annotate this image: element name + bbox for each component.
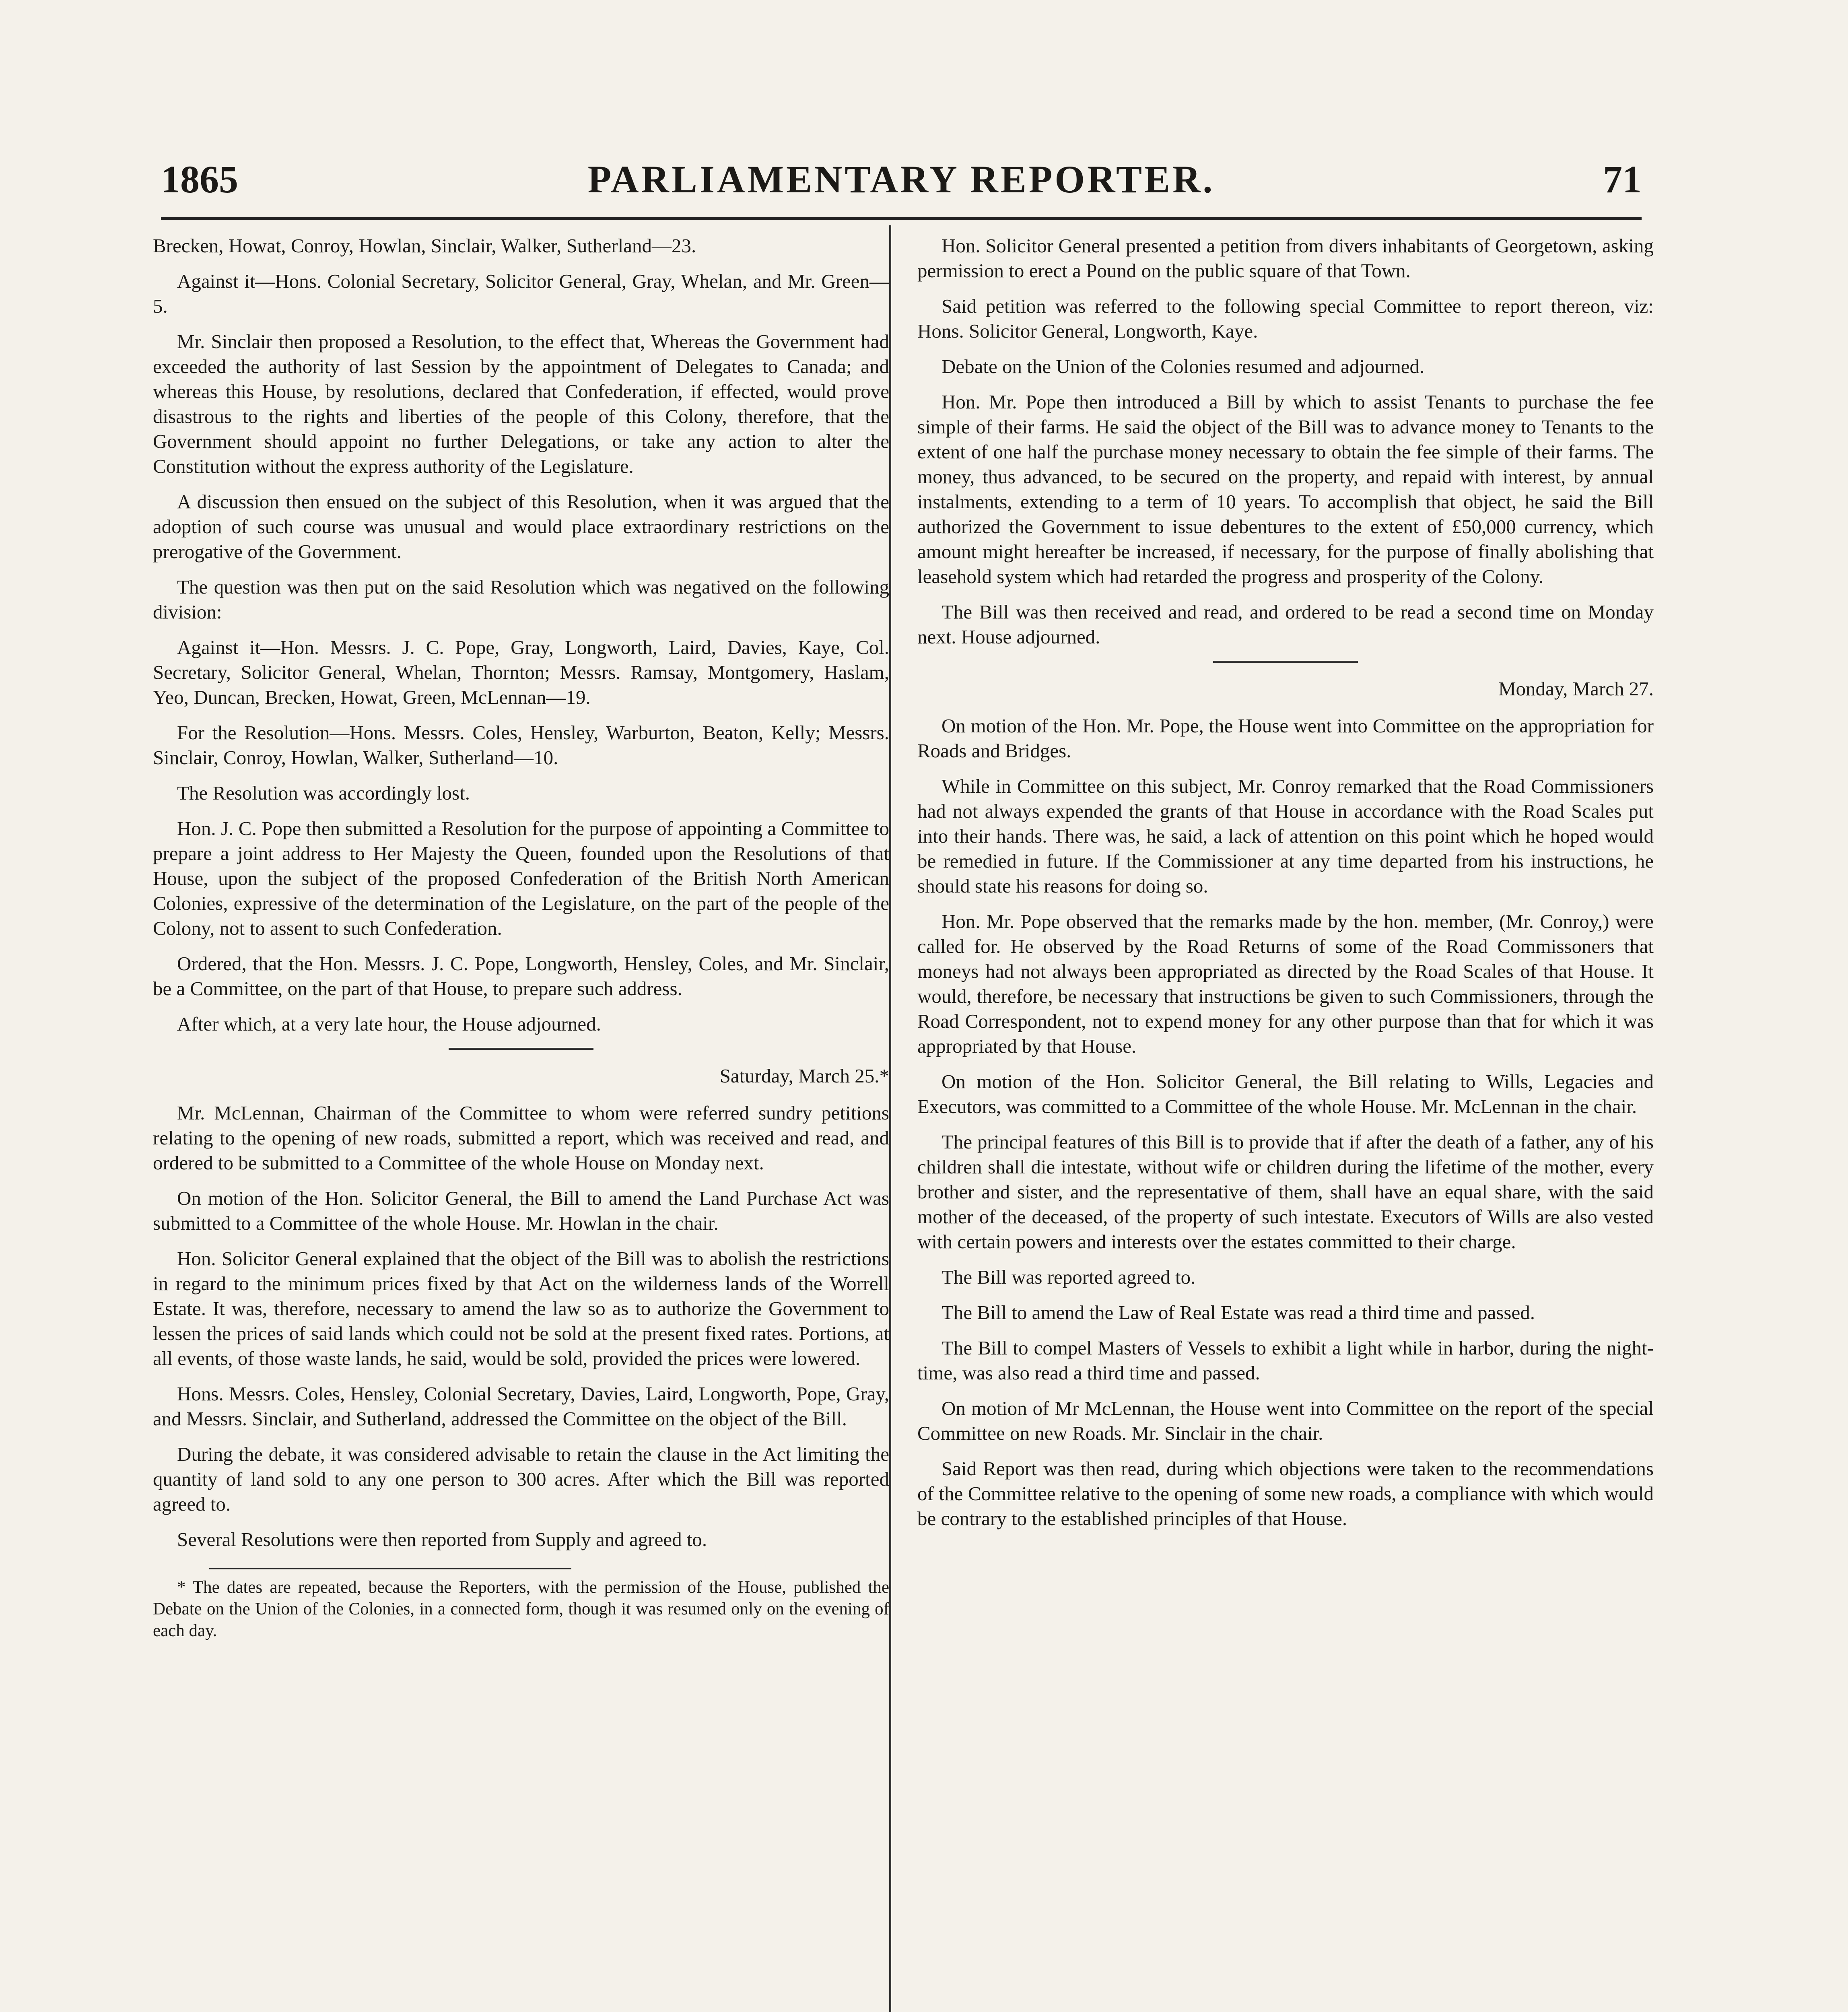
paragraph: Debate on the Union of the Colonies resumed and adjourned. bbox=[942, 355, 1425, 377]
header-year: 1865 bbox=[161, 158, 238, 201]
dateline: Saturday, March 25.* bbox=[719, 1065, 889, 1087]
paragraph: The Resolution was accordingly lost. bbox=[177, 782, 470, 804]
paragraph: A discussion then ensued on the subject of this Resolution, when it was argued that the adoption of such course was unusual and would place extraordinary restrictions on the prerogative of the Government. bbox=[153, 491, 889, 563]
page-header bbox=[161, 157, 1642, 217]
section-separator bbox=[449, 1048, 593, 1050]
paragraph: The Bill was reported agreed to. bbox=[942, 1266, 1196, 1288]
paragraph: On motion of Mr McLennan, the House went into Committee on the report of the special Committee on new Roads. Mr. Sinclair in the chair. bbox=[917, 1397, 1654, 1444]
paragraph: While in Committee on this subject, Mr. Conroy remarked that the Road Commissioners had not always expended the grants of that House in accordance with the Road Scales put into their hands. There was, he said, a lack of attention on this point which he hoped would be remedied in future. If the Commissioner at any time departed from his instructions, he should state his reasons for doing so. bbox=[917, 775, 1654, 897]
paragraph: Mr. Sinclair then proposed a Resolution, to the effect that, Whereas the Government had exceeded the authority of last Session by the appointment of Delegates to Canada; and whereas this House, by resolutions, declared that Confederation, if effected, would prove disastrous to the rights and liberties of the people of this Colony, therefore, that the Government should appoint no further Delegations, or take any action to alter the Constitution without the express authority of the Legislature. bbox=[153, 330, 889, 477]
paragraph: Several Resolutions were then reported from Supply and agreed to. bbox=[177, 1528, 707, 1550]
paragraph: Hon. J. C. Pope then submitted a Resolution for the purpose of appointing a Committee to prepare a joint address to Her Majesty the Queen, founded upon the Resolutions of that House, upon the subject of the proposed Confederation of the British North American Colonies, expressive of the determination of the Legislature, on the part of the people of the Colony, not to assent to such Confederation. bbox=[153, 817, 889, 939]
paragraph: The Bill was then received and read, and ordered to be read a second time on Monday next. House adjourned. bbox=[917, 601, 1654, 648]
column-divider bbox=[889, 225, 891, 2012]
paragraph: The Bill to compel Masters of Vessels to exhibit a light while in harbor, during the night-time, was also read a third time and passed. bbox=[917, 1337, 1654, 1384]
paragraph: The Bill to amend the Law of Real Estate was read a third time and passed. bbox=[942, 1301, 1535, 1323]
paragraph: Said Report was then read, during which objections were taken to the recommendations of the Committee relative to the opening of some new roads, a compliance with which would be contrary to the established principles of that House. bbox=[917, 1457, 1654, 1530]
paragraph: During the debate, it was considered advisable to retain the clause in the Act limiting the quantity of land sold to any one person to 300 acres. After which the Bill was reported agreed to. bbox=[153, 1443, 889, 1515]
paragraph: Hons. Messrs. Coles, Hensley, Colonial Secretary, Davies, Laird, Longworth, Pope, Gray, and Messrs. Sinclair, and Sutherland, addressed the Committee on the object of the Bill. bbox=[153, 1383, 889, 1430]
left-column bbox=[153, 233, 889, 1652]
paragraph: The question was then put on the said Resolution which was negatived on the following division: bbox=[153, 576, 889, 623]
paragraph: Hon. Mr. Pope then introduced a Bill by which to assist Tenants to purchase the fee simple of their farms. He said the object of the Bill was to advance money to Tenants to the extent of one half the purchase money necessary to obtain the fee simple of their farms. The money, thus advanced, to be secured on the property, and repaid with interest, by annual instalments, extending to a term of 10 years. To accomplish that object, he said the Bill authorized the Government to issue debentures to the extent of £50,000 currency, which amount might hereafter be increased, if necessary, for the purpose of finally abolishing that leasehold system which had retarded the progress and prosperity of the Colony. bbox=[917, 391, 1654, 588]
paragraph: Hon. Solicitor General explained that the object of the Bill was to abolish the restrictions in regard to the minimum prices fixed by that Act on the wilderness lands of the Worrell Estate. It was, therefore, necessary to amend the law so as to authorize the Government to lessen the prices of said lands which could not be sold at the present fixed rates. Portions, at all events, of those waste lands, he said, would be sold, provided the prices were lowered. bbox=[153, 1247, 889, 1369]
header-rule bbox=[161, 217, 1642, 220]
paragraph: On motion of the Hon. Mr. Pope, the House went into Committee on the appropriation for Roads and Bridges. bbox=[917, 715, 1654, 762]
paragraph: Hon. Solicitor General presented a petition from divers inhabitants of Georgetown, asking permission to erect a Pound on the public square of that Town. bbox=[917, 235, 1654, 282]
dateline: Monday, March 27. bbox=[1498, 678, 1654, 700]
section-separator bbox=[1213, 661, 1358, 663]
paragraph: Against it—Hons. Colonial Secretary, Solicitor General, Gray, Whelan, and Mr. Green—5. bbox=[153, 270, 889, 317]
footnote: * The dates are repeated, because the Reporters, with the permission of the House, published the Debate on the Union of the Colonies, in a connected form, though it was resumed only on the evening of each day. bbox=[153, 1578, 889, 1640]
page-number: 71 bbox=[1603, 158, 1642, 201]
paragraph: Hon. Mr. Pope observed that the remarks made by the hon. member, (Mr. Conroy,) were called for. He observed by the Road Returns of some of the Road Commissoners that moneys had not always been appropriated as directed by the Road Scales of that House. It would, therefore, be necessary that instructions be given to such Commissioners, through the Road Correspondent, not to expend money for any other purpose than that for which it was appropriated by that House. bbox=[917, 910, 1654, 1057]
paragraph: The principal features of this Bill is to provide that if after the death of a father, any of his children shall die intestate, without wife or children during the lifetime of the mother, every brother and sister, and the representative of them, shall have an equal share, with the said mother of the deceased, of the property of such intestate. Executors of Wills are also vested with certain powers and interests over the estates committed to their charge. bbox=[917, 1131, 1654, 1253]
paragraph: For the Resolution—Hons. Messrs. Coles, Hensley, Warburton, Beaton, Kelly; Messrs. Sinclair, Conroy, Howlan, Walker, Sutherland—10. bbox=[153, 722, 889, 769]
paragraph: Mr. McLennan, Chairman of the Committee to whom were referred sundry petitions relating to the opening of new roads, submitted a report, which was received and read, and ordered to be submitted to a Committee of the whole House on Monday next. bbox=[153, 1102, 889, 1174]
footnote-rule bbox=[209, 1568, 571, 1569]
right-column bbox=[917, 233, 1654, 1542]
paragraph: On motion of the Hon. Solicitor General, the Bill to amend the Land Purchase Act was submitted to a Committee of the whole House. Mr. Howlan in the chair. bbox=[153, 1187, 889, 1234]
paragraph: Said petition was referred to the following special Committee to report thereon, viz: Hons. Solicitor General, Longworth, Kaye. bbox=[917, 295, 1654, 342]
header-title: PARLIAMENTARY REPORTER. bbox=[587, 158, 1215, 201]
paragraph: On motion of the Hon. Solicitor General, the Bill relating to Wills, Legacies and Executors, was committed to a Committee of the whole House. Mr. McLennan in the chair. bbox=[917, 1070, 1654, 1117]
paragraph: Ordered, that the Hon. Messrs. J. C. Pope, Longworth, Hensley, Coles, and Mr. Sinclair, be a Committee, on the part of that House, to prepare such address. bbox=[153, 952, 889, 1000]
paragraph: Brecken, Howat, Conroy, Howlan, Sinclair, Walker, Sutherland—23. bbox=[153, 235, 696, 257]
paragraph: After which, at a very late hour, the House adjourned. bbox=[177, 1013, 601, 1035]
paragraph: Against it—Hon. Messrs. J. C. Pope, Gray, Longworth, Laird, Davies, Kaye, Col. Secretary, Solicitor General, Whelan, Thornton; Messrs. Ramsay, Montgomery, Haslam, Yeo, Duncan, Brecken, Howat, Green, McLennan—19. bbox=[153, 636, 889, 708]
